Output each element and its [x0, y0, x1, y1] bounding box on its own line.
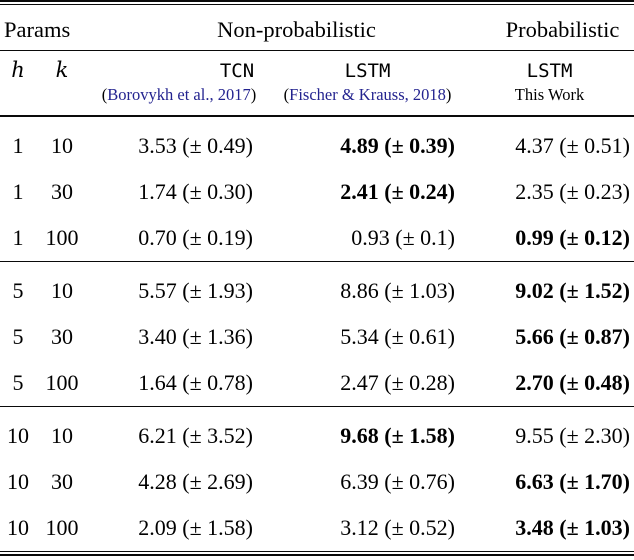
cell-lstm: 4.89 (± 0.39): [340, 133, 456, 158]
table-row: [0, 459, 634, 505]
bottom-rule: [0, 551, 634, 556]
table-row: [0, 360, 634, 407]
row-group-h1: [0, 116, 634, 262]
cell-h: 10: [7, 423, 29, 448]
cell-prob-lstm: 4.37 (± 0.51): [515, 133, 631, 158]
metrics-table: [0, 5, 634, 551]
cell-k: 10: [51, 423, 73, 448]
cell-tcn: 1.74 (± 0.30): [138, 179, 253, 204]
cell-lstm: 9.68 (± 1.58): [340, 423, 456, 448]
cell-lstm: 2.41 (± 0.24): [340, 179, 456, 204]
cell-tcn: 1.64 (± 0.78): [138, 370, 253, 395]
table-row: [0, 262, 634, 315]
cell-h: 10: [7, 469, 29, 494]
cell-lstm: 2.47 (± 0.28): [340, 370, 456, 395]
cell-prob-lstm: 9.02 (± 1.52): [515, 278, 631, 303]
tcn-column-header: [88, 51, 270, 117]
cell-prob-lstm: 2.70 (± 0.48): [515, 370, 631, 395]
cell-lstm: 6.39 (± 0.76): [340, 469, 456, 494]
probabilistic-header: Probabilistic: [465, 5, 634, 51]
cell-prob-lstm: 2.35 (± 0.23): [515, 179, 631, 204]
group-header-row: [0, 5, 634, 51]
params-header: Params: [0, 5, 88, 51]
cell-h: 5: [12, 324, 24, 349]
cell-lstm: 8.86 (± 1.03): [340, 278, 456, 303]
cell-k: 100: [45, 515, 79, 540]
cell-prob-lstm: 0.99 (± 0.12): [515, 225, 631, 250]
table-row: [0, 505, 634, 551]
cell-lstm: 3.12 (± 0.52): [340, 515, 456, 540]
cell-prob-lstm: 6.63 (± 1.70): [515, 469, 631, 494]
lstm-citation[interactable]: [270, 84, 465, 105]
cell-tcn: 5.57 (± 1.93): [138, 278, 253, 303]
prob-lstm-label: LSTM: [526, 60, 573, 82]
cell-tcn: 4.28 (± 2.69): [138, 469, 253, 494]
cell-lstm: 5.34 (± 0.61): [340, 324, 456, 349]
cell-k: 30: [51, 469, 73, 494]
paren-close: ): [250, 85, 257, 104]
paren-open: (: [101, 85, 108, 104]
col-k-header: k: [36, 51, 88, 117]
prob-lstm-column-header: [465, 51, 634, 117]
cell-h: 5: [12, 370, 24, 395]
cell-prob-lstm: 9.55 (± 2.30): [515, 423, 631, 448]
row-group-h5: [0, 262, 634, 407]
table-row: [0, 407, 634, 460]
paren-open: (: [283, 85, 290, 104]
table-row: [0, 215, 634, 262]
cell-h: 1: [12, 225, 24, 250]
cell-h: 10: [7, 515, 29, 540]
nonprobabilistic-header: Non-probabilistic: [88, 5, 465, 51]
lstm-label: LSTM: [344, 60, 391, 82]
cell-k: 100: [45, 225, 79, 250]
cell-k: 100: [45, 370, 79, 395]
column-header-row: [0, 51, 634, 117]
tcn-label: TCN: [219, 60, 255, 82]
table-row: [0, 314, 634, 360]
cell-k: 10: [51, 133, 73, 158]
cell-h: 5: [12, 278, 24, 303]
cell-k: 10: [51, 278, 73, 303]
row-group-h10: [0, 407, 634, 552]
cell-h: 1: [12, 133, 24, 158]
table-row: [0, 169, 634, 215]
cell-prob-lstm: 3.48 (± 1.03): [515, 515, 631, 540]
this-work-note: This Work: [514, 85, 585, 104]
cell-k: 30: [51, 179, 73, 204]
cell-tcn: 3.53 (± 0.49): [138, 133, 253, 158]
col-h-header: h: [0, 51, 36, 117]
tcn-citation[interactable]: [88, 84, 270, 105]
cell-tcn: 6.21 (± 3.52): [138, 423, 253, 448]
lstm-citation-link[interactable]: Fischer & Krauss, 2018: [289, 85, 446, 104]
cell-h: 1: [12, 179, 24, 204]
table-row: [0, 116, 634, 169]
cell-k: 30: [51, 324, 73, 349]
cell-prob-lstm: 5.66 (± 0.87): [515, 324, 631, 349]
tcn-citation-link[interactable]: Borovykh et al., 2017: [107, 85, 251, 104]
cell-tcn: 0.70 (± 0.19): [138, 225, 253, 250]
cell-tcn: 3.40 (± 1.36): [138, 324, 253, 349]
paren-close: ): [445, 85, 452, 104]
cell-tcn: 2.09 (± 1.58): [138, 515, 253, 540]
cell-lstm: 0.93 (± 0.1): [351, 225, 456, 250]
